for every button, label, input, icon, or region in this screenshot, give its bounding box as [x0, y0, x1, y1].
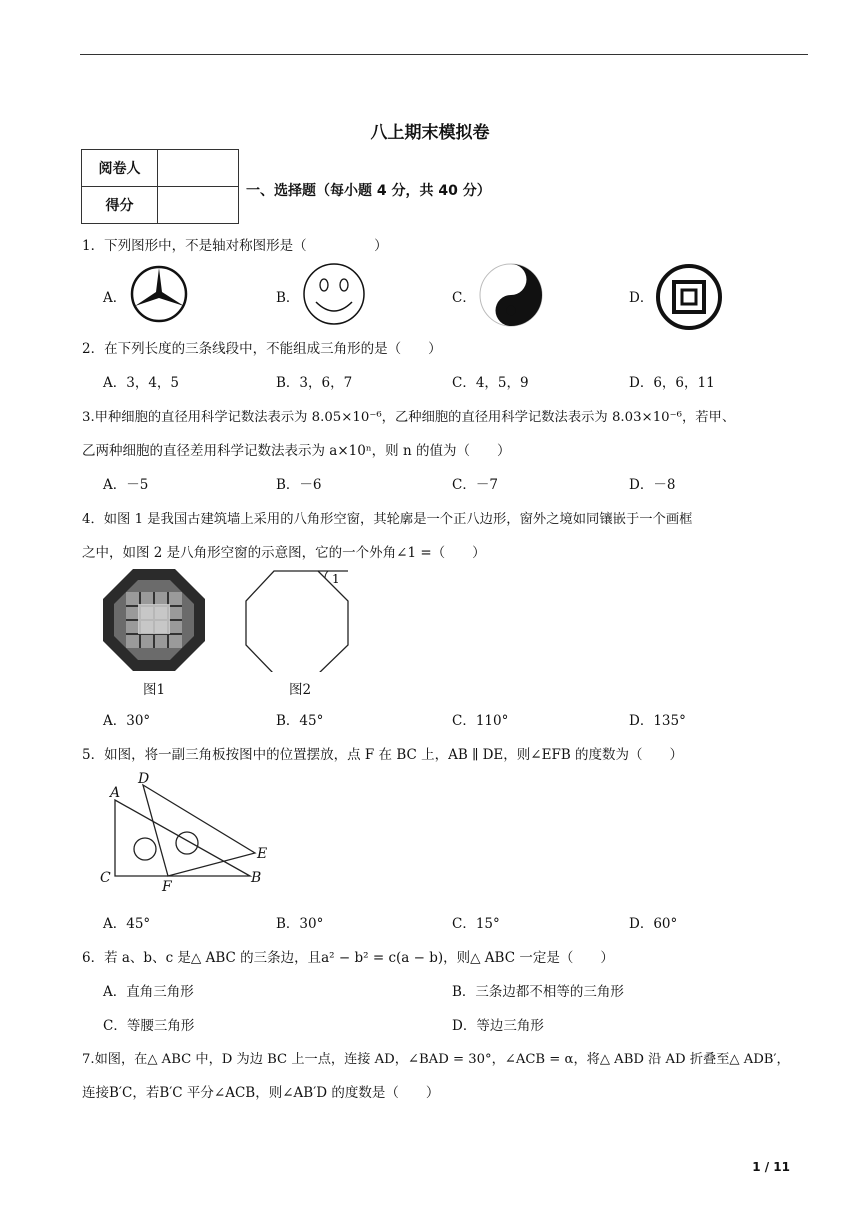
reviewer-label: 阅卷人	[82, 150, 158, 187]
q3-option-a: A．－5	[103, 477, 149, 493]
score-table	[81, 149, 239, 224]
q1-stem: 1．下列图形中，不是轴对称图形是（ ）	[82, 238, 388, 254]
q3-stem-line1: 3.甲种细胞的直径用科学记数法表示为 8.05×10⁻⁶，乙种细胞的直径用科学记数法表示为 8.03×10⁻⁶，若甲、	[82, 410, 736, 425]
header-rule	[80, 54, 808, 55]
q4-stem-line2: 之中，如图 2 是八角形空窗的示意图，它的一个外角∠1 =（ ）	[82, 545, 486, 561]
page-number: 1 / 11	[752, 1160, 790, 1174]
q7-stem-line2: 连接B′C，若B′C 平分∠ACB，则∠AB′D 的度数是（ ）	[82, 1085, 440, 1101]
section-heading: 一、选择题（每小题 4 分，共 40 分）	[246, 183, 491, 199]
point-f-label: F	[162, 879, 172, 894]
mercedes-symbol-icon	[129, 264, 189, 324]
score-cell	[158, 187, 239, 224]
q2-option-b: B．3，6，7	[276, 375, 353, 391]
q6-option-c: C．等腰三角形	[103, 1018, 195, 1034]
point-c-label: C	[100, 870, 111, 886]
q4-option-c: C．110°	[452, 713, 509, 729]
smiley-face-icon	[302, 262, 366, 326]
point-a-label: A	[110, 785, 121, 801]
score-label: 得分	[82, 187, 158, 224]
point-d-label: D	[138, 771, 150, 787]
q3-option-d: D．－8	[629, 477, 676, 493]
q6-option-a: A．直角三角形	[103, 984, 194, 1000]
q1-option-c: C．	[452, 290, 476, 306]
yin-yang-icon	[478, 262, 544, 328]
q2-option-a: A．3，4，5	[103, 375, 180, 391]
q5-option-b: B．30°	[276, 916, 324, 932]
q5-option-d: D．60°	[629, 916, 678, 932]
q6-option-d: D．等边三角形	[452, 1018, 544, 1034]
q4-option-b: B．45°	[276, 713, 324, 729]
reviewer-cell	[158, 150, 239, 187]
q4-option-a: A．30°	[103, 713, 151, 729]
q2-option-c: C．4，5，9	[452, 375, 529, 391]
octagon-diagram	[244, 568, 364, 672]
q6-option-b: B．三条边都不相等的三角形	[452, 984, 624, 1000]
q2-stem: 2．在下列长度的三条线段中，不能组成三角形的是（ ）	[82, 341, 442, 357]
page-title: 八上期末模拟卷	[370, 123, 490, 143]
q2-option-d: D．6，6，11	[629, 375, 715, 391]
q7-stem-line1: 7.如图，在△ ABC 中，D 为边 BC 上一点，连接 AD，∠BAD = 30°，∠ACB = α，将△ ABD 沿 AD 折叠至△ ADB′，	[82, 1052, 790, 1067]
octagon-window-photo	[102, 568, 206, 672]
q3-stem-line2: 乙两种细胞的直径差用科学记数法表示为 a×10ⁿ，则 n 的值为（ ）	[82, 443, 511, 459]
q3-option-b: B．－6	[276, 477, 322, 493]
q6-stem: 6．若 a、b、c 是△ ABC 的三条边，且a² − b² = c(a − b)，则△ ABC 一定是（ ）	[82, 950, 614, 966]
q5-option-a: A．45°	[103, 916, 151, 932]
figure-2-caption: 图2	[289, 682, 312, 698]
angle-1-label: 1	[332, 572, 340, 586]
q3-option-c: C．－7	[452, 477, 498, 493]
q5-option-c: C．15°	[452, 916, 500, 932]
point-e-label: E	[257, 846, 268, 862]
figure-1-caption: 图1	[143, 682, 166, 698]
point-b-label: B	[251, 870, 262, 886]
q1-option-d: D．	[629, 290, 654, 306]
triangle-set-diagram	[95, 768, 285, 894]
q1-option-a: A．	[103, 290, 127, 306]
ancient-coin-icon	[654, 262, 724, 332]
q1-option-b: B．	[276, 290, 300, 306]
q4-stem-line1: 4．如图 1 是我国古建筑墙上采用的八角形空窗，其轮廓是一个正八边形，窗外之境如同镶嵌于一个画框	[82, 512, 693, 527]
q4-option-d: D．135°	[629, 713, 686, 729]
q5-stem: 5．如图，将一副三角板按图中的位置摆放，点 F 在 BC 上，AB ∥ DE，则∠EFB 的度数为（ ）	[82, 747, 684, 763]
